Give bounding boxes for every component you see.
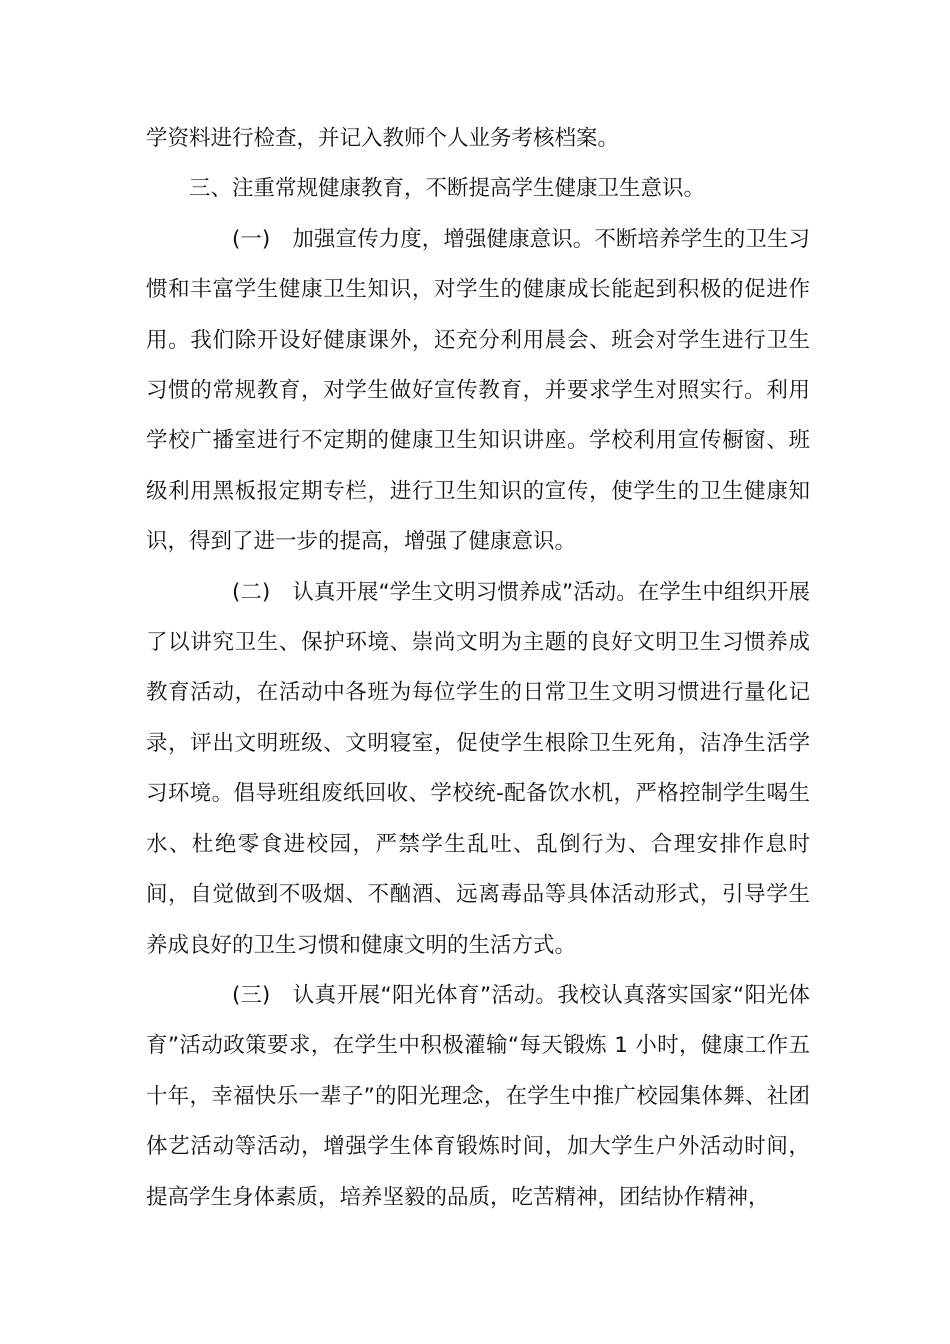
paragraph-text: 认真开展“学生文明习惯养成”活动。在学生中组织开展了以讲究卫生、保护环境、崇尚文明为主题的良好文明卫生习惯养成教育活动，在活动中各班为每位学生的日常卫生文明习惯进行量化记录，评出文明班级、文明寝室，促使学生根除卫生死角，洁净生活学习环境。倡导班组废纸回收、学校统-配备饮水机，严格控制学生喝生水、杜绝零食进校园，严禁学生乱吐、乱倒行为、合理安排作息时间，自觉做到不吸烟、不酗酒、远离毒品等具体活动形式，引导学生养成良好的卫生习惯和健康文明的生活方式。 <box>146 579 810 958</box>
body-text <box>146 114 810 1223</box>
list-marker: (一) <box>232 226 271 252</box>
list-marker: (二) <box>232 579 271 605</box>
list-marker: (三) <box>232 982 271 1008</box>
paragraph-text: 认真开展“阳光体育”活动。我校认真落实国家“阳光体育”活动政策要求，在学生中积极灌输“每天锻炼 1 小时，健康工作五十年，幸福快乐一辈子”的阳光理念，在学生中推广校园集体舞、社团体艺活动等活动，增强学生体育锻炼时间，加大学生户外活动时间，提高学生身体素质，培养坚毅的品质，吃苦精神，团结协作精神， <box>146 982 810 1210</box>
paragraph-item-2 <box>146 568 810 971</box>
paragraph-item-1 <box>146 215 810 568</box>
paragraph-continuation <box>146 114 810 164</box>
section-heading-text: 三、注重常规健康教育，不断提高学生健康卫生意识。 <box>189 176 706 202</box>
paragraph-text: 加强宣传力度，增强健康意识。不断培养学生的卫生习惯和丰富学生健康卫生知识，对学生的健康成长能起到积极的促进作用。我们除开设好健康课外，还充分利用晨会、班会对学生进行卫生习惯的常规教育，对学生做好宣传教育，并要求学生对照实行。利用学校广播室进行不定期的健康卫生知识讲座。学校利用宣传橱窗、班级利用黑板报定期专栏，进行卫生知识的宣传，使学生的卫生健康知识，得到了进一步的提高，增强了健康意识。 <box>146 226 810 555</box>
paragraph-item-3 <box>146 971 810 1223</box>
section-heading <box>146 164 810 214</box>
paragraph-text: 学资料进行检查，并记入教师个人业务考核档案。 <box>146 126 620 151</box>
